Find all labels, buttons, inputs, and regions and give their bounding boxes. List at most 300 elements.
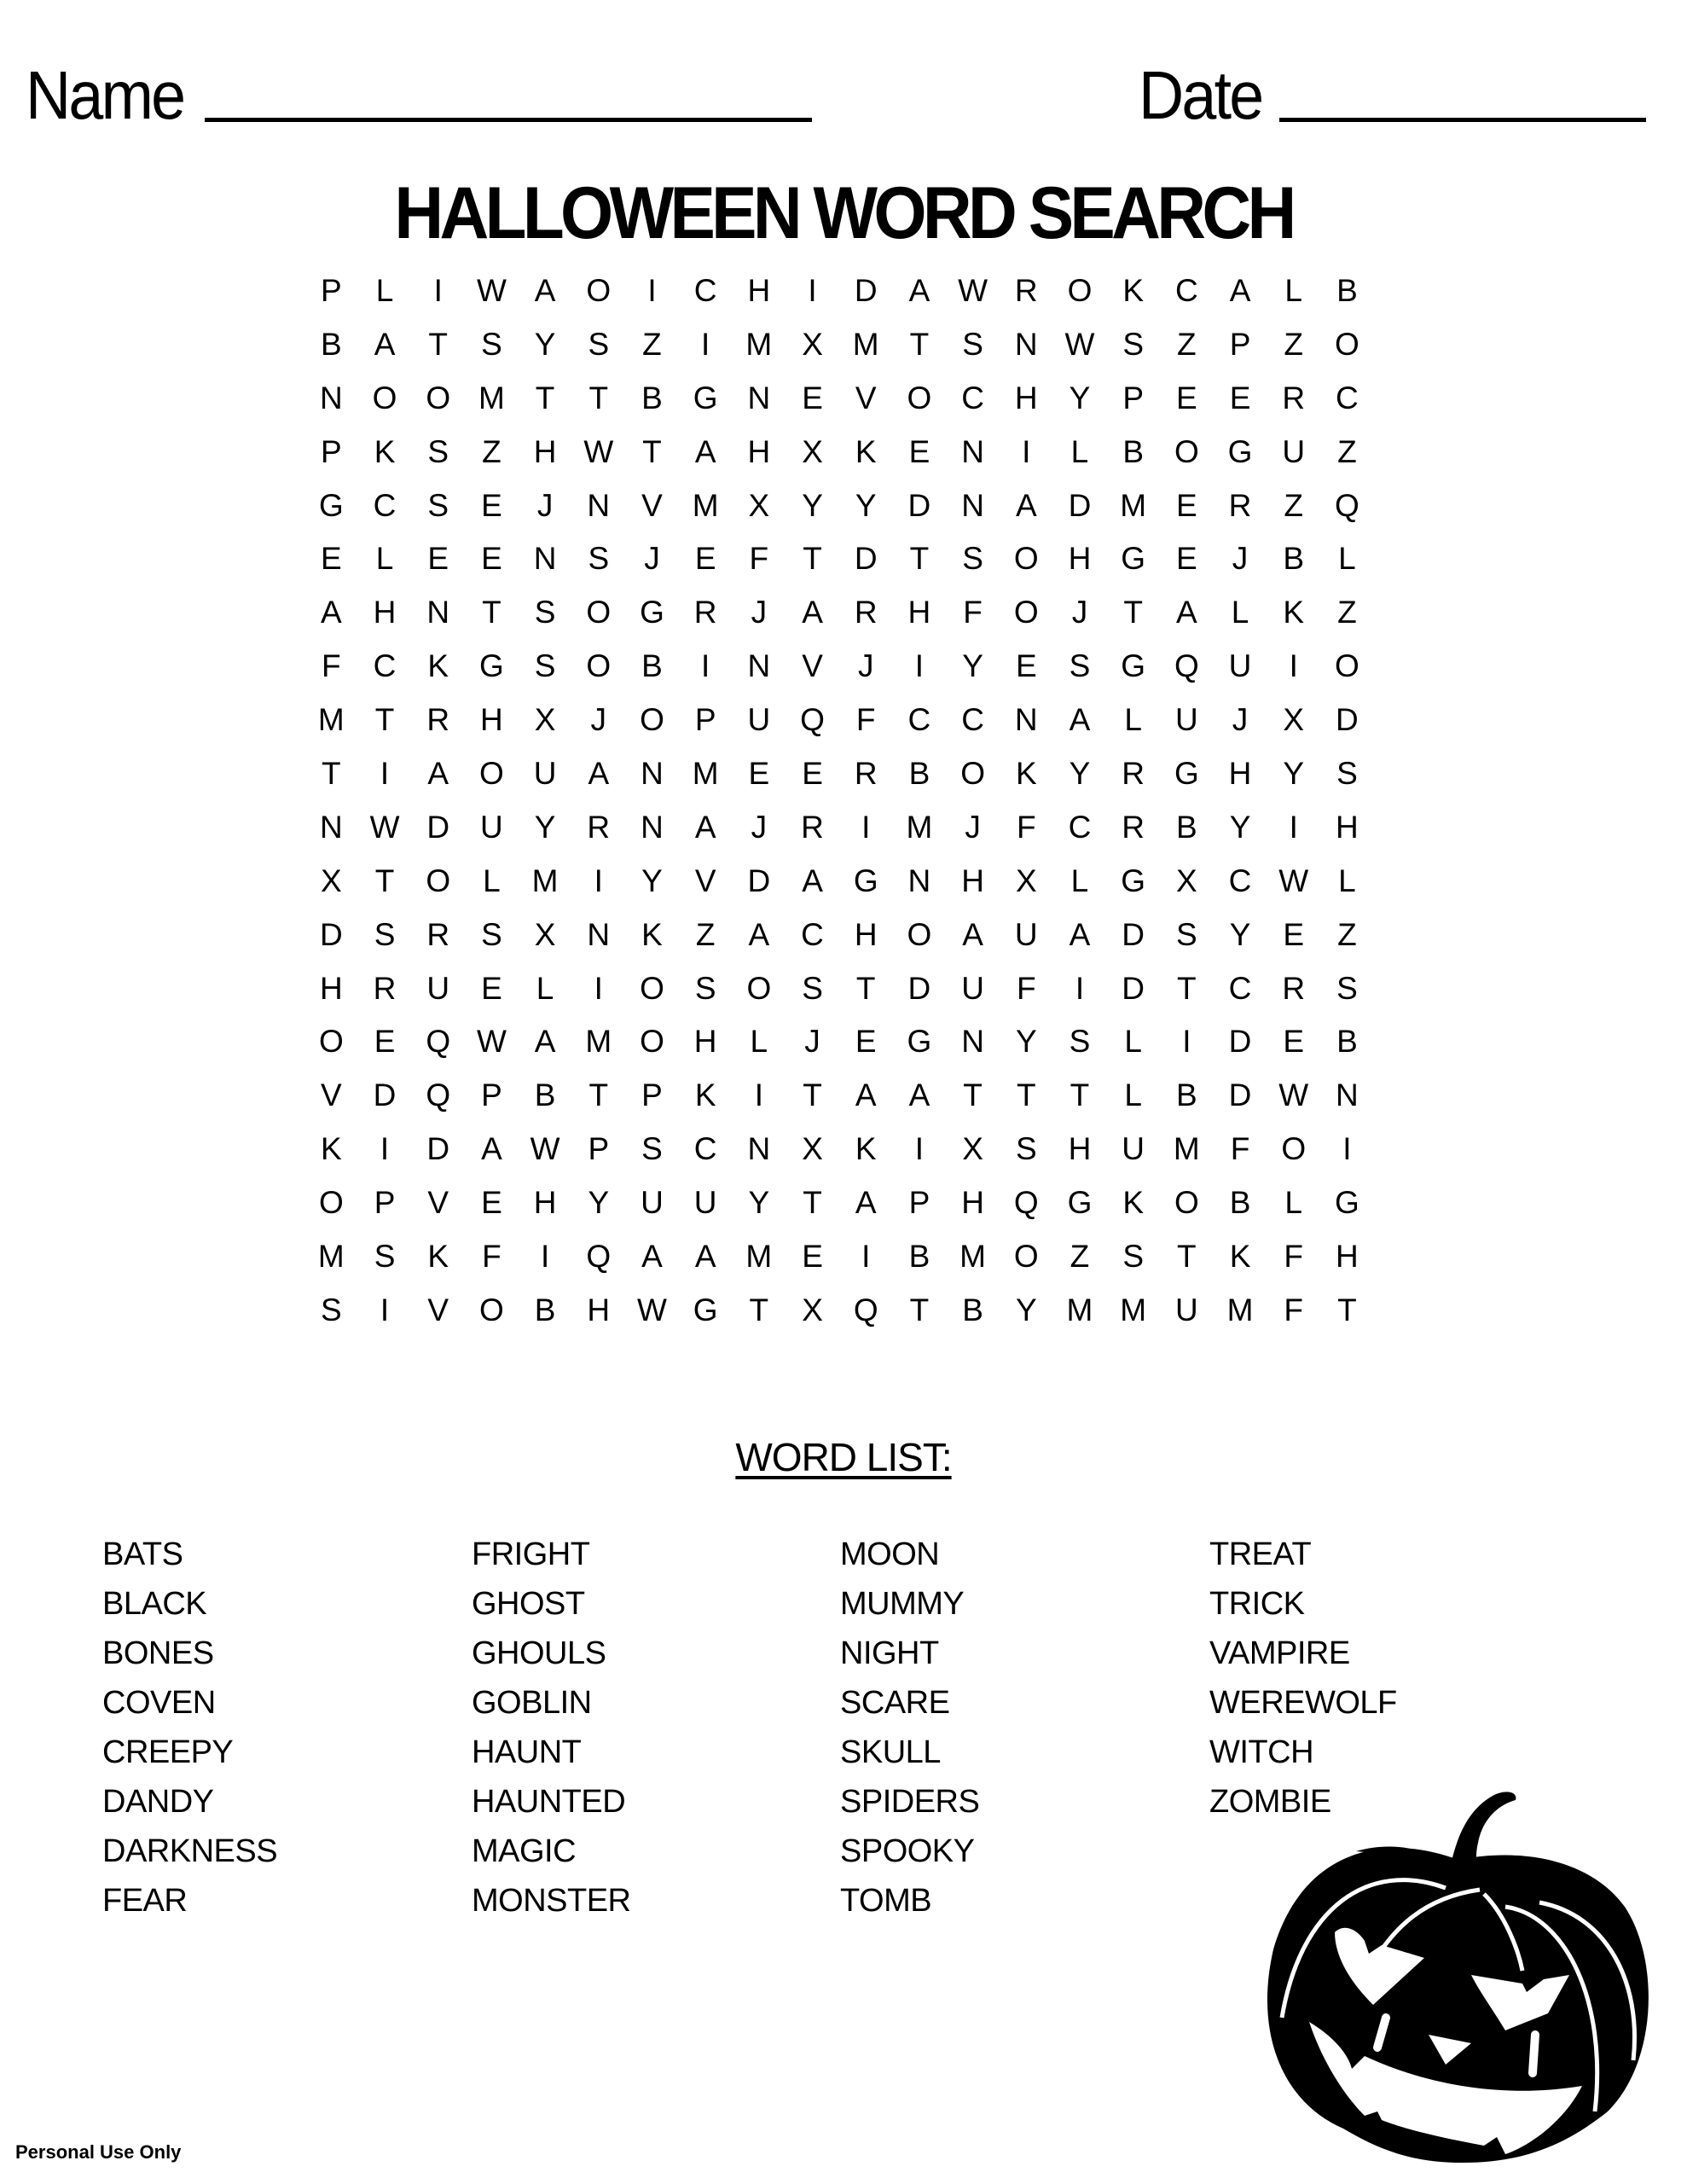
- grid-cell[interactable]: Y: [1283, 756, 1305, 792]
- grid-cell[interactable]: B: [534, 1077, 556, 1113]
- grid-cell[interactable]: I: [914, 1131, 925, 1167]
- grid-cell[interactable]: R: [1282, 380, 1306, 415]
- grid-cell[interactable]: A: [1069, 702, 1091, 738]
- grid-cell[interactable]: T: [374, 702, 395, 738]
- grid-cell[interactable]: Q: [800, 702, 825, 738]
- grid-cell[interactable]: I: [594, 863, 603, 898]
- grid-cell[interactable]: K: [1229, 1239, 1251, 1275]
- grid-cell[interactable]: A: [534, 1024, 556, 1060]
- grid-cell[interactable]: G: [693, 380, 718, 415]
- grid-cell[interactable]: T: [909, 326, 930, 362]
- grid-cell[interactable]: B: [641, 380, 663, 415]
- grid-cell[interactable]: I: [380, 756, 390, 792]
- grid-cell[interactable]: H: [1336, 1239, 1359, 1275]
- grid-cell[interactable]: B: [534, 1292, 556, 1327]
- grid-cell[interactable]: U: [533, 756, 557, 792]
- grid-cell[interactable]: D: [1228, 1077, 1252, 1113]
- grid-cell[interactable]: D: [1068, 487, 1092, 523]
- grid-cell[interactable]: A: [1176, 595, 1197, 630]
- grid-cell[interactable]: P: [1122, 380, 1144, 415]
- grid-cell[interactable]: T: [909, 541, 930, 577]
- grid-cell[interactable]: B: [1336, 273, 1358, 308]
- grid-cell[interactable]: U: [693, 1185, 717, 1221]
- grid-cell[interactable]: K: [641, 916, 663, 952]
- grid-cell[interactable]: Q: [586, 1239, 612, 1275]
- grid-cell[interactable]: M: [1120, 1292, 1147, 1327]
- grid-cell[interactable]: Q: [426, 1024, 451, 1060]
- grid-cell[interactable]: P: [321, 273, 342, 308]
- grid-cell[interactable]: R: [1282, 970, 1306, 1006]
- grid-cell[interactable]: W: [637, 1292, 667, 1327]
- grid-cell[interactable]: M: [745, 1239, 773, 1275]
- grid-cell[interactable]: W: [583, 433, 614, 469]
- grid-cell[interactable]: S: [1336, 970, 1358, 1006]
- grid-cell[interactable]: O: [479, 756, 504, 792]
- grid-cell[interactable]: N: [961, 433, 984, 469]
- grid-cell[interactable]: M: [906, 809, 933, 845]
- grid-cell[interactable]: K: [1122, 273, 1144, 308]
- grid-cell[interactable]: Z: [1337, 433, 1357, 469]
- grid-cell[interactable]: T: [1123, 595, 1143, 630]
- grid-cell[interactable]: S: [1176, 916, 1197, 952]
- grid-cell[interactable]: N: [747, 648, 771, 684]
- grid-cell[interactable]: Y: [1229, 809, 1251, 845]
- grid-cell[interactable]: V: [427, 1185, 449, 1221]
- grid-cell[interactable]: I: [1289, 809, 1298, 845]
- grid-cell[interactable]: A: [1069, 916, 1091, 952]
- grid-cell[interactable]: I: [1289, 648, 1298, 684]
- grid-cell[interactable]: G: [479, 648, 504, 684]
- grid-cell[interactable]: T: [855, 970, 876, 1006]
- grid-cell[interactable]: H: [1068, 541, 1092, 577]
- grid-cell[interactable]: U: [1228, 648, 1252, 684]
- grid-cell[interactable]: J: [1232, 702, 1249, 738]
- grid-cell[interactable]: O: [1013, 1239, 1039, 1275]
- grid-cell[interactable]: T: [803, 541, 822, 577]
- grid-cell[interactable]: K: [427, 648, 449, 684]
- grid-cell[interactable]: I: [1342, 1131, 1352, 1167]
- grid-cell[interactable]: T: [1337, 1292, 1357, 1327]
- grid-cell[interactable]: I: [433, 273, 443, 308]
- grid-cell[interactable]: J: [965, 809, 981, 845]
- grid-cell[interactable]: M: [959, 1239, 986, 1275]
- grid-cell[interactable]: Z: [695, 916, 716, 952]
- grid-cell[interactable]: N: [1336, 1077, 1359, 1113]
- grid-cell[interactable]: C: [1336, 380, 1359, 415]
- grid-cell[interactable]: I: [594, 970, 603, 1006]
- grid-cell[interactable]: S: [588, 541, 610, 577]
- grid-cell[interactable]: I: [1022, 433, 1031, 469]
- grid-cell[interactable]: G: [853, 863, 878, 898]
- grid-cell[interactable]: Y: [855, 487, 877, 523]
- grid-cell[interactable]: O: [586, 648, 612, 684]
- grid-cell[interactable]: C: [1174, 273, 1198, 308]
- grid-cell[interactable]: U: [480, 809, 503, 845]
- grid-cell[interactable]: F: [749, 541, 769, 577]
- grid-cell[interactable]: O: [318, 1024, 344, 1060]
- grid-cell[interactable]: I: [647, 273, 657, 308]
- grid-cell[interactable]: I: [701, 648, 710, 684]
- grid-cell[interactable]: X: [962, 1131, 983, 1167]
- grid-cell[interactable]: A: [321, 595, 342, 630]
- grid-cell[interactable]: L: [483, 863, 501, 898]
- grid-cell[interactable]: V: [855, 380, 877, 415]
- grid-cell[interactable]: V: [694, 863, 716, 898]
- grid-cell[interactable]: S: [1336, 756, 1358, 792]
- grid-cell[interactable]: O: [960, 756, 985, 792]
- grid-cell[interactable]: B: [1336, 1024, 1358, 1060]
- grid-cell[interactable]: O: [586, 595, 612, 630]
- grid-cell[interactable]: R: [1122, 756, 1145, 792]
- grid-cell[interactable]: M: [317, 1239, 345, 1275]
- grid-cell[interactable]: R: [426, 916, 450, 952]
- grid-cell[interactable]: O: [640, 702, 664, 738]
- grid-cell[interactable]: H: [907, 595, 931, 630]
- grid-cell[interactable]: E: [1176, 487, 1197, 523]
- grid-cell[interactable]: W: [369, 809, 400, 845]
- grid-cell[interactable]: E: [908, 433, 930, 469]
- grid-cell[interactable]: T: [322, 756, 341, 792]
- grid-cell[interactable]: F: [1016, 970, 1036, 1006]
- grid-cell[interactable]: A: [641, 1239, 663, 1275]
- grid-cell[interactable]: N: [587, 487, 611, 523]
- grid-cell[interactable]: I: [540, 1239, 550, 1275]
- grid-cell[interactable]: F: [855, 702, 876, 738]
- grid-cell[interactable]: X: [1015, 863, 1037, 898]
- grid-cell[interactable]: M: [745, 326, 773, 362]
- grid-cell[interactable]: Z: [642, 326, 662, 362]
- grid-cell[interactable]: X: [534, 916, 556, 952]
- grid-cell[interactable]: X: [534, 702, 556, 738]
- grid-cell[interactable]: C: [373, 648, 397, 684]
- grid-cell[interactable]: E: [802, 380, 823, 415]
- grid-cell[interactable]: R: [854, 756, 878, 792]
- grid-cell[interactable]: L: [375, 541, 394, 577]
- grid-cell[interactable]: U: [1014, 916, 1038, 952]
- grid-cell[interactable]: N: [587, 916, 611, 952]
- grid-cell[interactable]: K: [855, 433, 877, 469]
- grid-cell[interactable]: D: [907, 970, 931, 1006]
- grid-cell[interactable]: Z: [1337, 595, 1357, 630]
- grid-cell[interactable]: E: [748, 756, 770, 792]
- grid-cell[interactable]: X: [802, 1131, 823, 1167]
- grid-cell[interactable]: L: [1070, 433, 1089, 469]
- grid-cell[interactable]: W: [1278, 863, 1309, 898]
- grid-cell[interactable]: L: [536, 970, 554, 1006]
- grid-cell[interactable]: S: [588, 326, 610, 362]
- grid-cell[interactable]: N: [1014, 702, 1038, 738]
- grid-cell[interactable]: J: [644, 541, 660, 577]
- grid-cell[interactable]: X: [802, 1292, 823, 1327]
- grid-cell[interactable]: G: [1174, 756, 1199, 792]
- grid-cell[interactable]: E: [481, 970, 502, 1006]
- grid-cell[interactable]: B: [908, 756, 930, 792]
- grid-cell[interactable]: K: [1122, 1185, 1144, 1221]
- grid-cell[interactable]: R: [693, 595, 717, 630]
- grid-cell[interactable]: R: [1014, 273, 1038, 308]
- grid-cell[interactable]: P: [641, 1077, 663, 1113]
- grid-cell[interactable]: S: [1122, 326, 1144, 362]
- grid-cell[interactable]: Y: [534, 809, 556, 845]
- grid-cell[interactable]: L: [1284, 273, 1302, 308]
- grid-cell[interactable]: J: [1071, 595, 1088, 630]
- grid-cell[interactable]: U: [426, 970, 450, 1006]
- grid-cell[interactable]: H: [533, 1185, 557, 1221]
- grid-cell[interactable]: F: [963, 595, 983, 630]
- grid-cell[interactable]: T: [1016, 1077, 1036, 1113]
- grid-cell[interactable]: O: [907, 380, 932, 415]
- grid-cell[interactable]: O: [1174, 433, 1199, 469]
- grid-cell[interactable]: W: [476, 1024, 507, 1060]
- grid-cell[interactable]: O: [640, 1024, 664, 1060]
- grid-cell[interactable]: H: [1336, 809, 1359, 845]
- grid-cell[interactable]: N: [641, 756, 664, 792]
- grid-cell[interactable]: W: [476, 273, 507, 308]
- grid-cell[interactable]: G: [1335, 1185, 1359, 1221]
- grid-cell[interactable]: J: [857, 648, 874, 684]
- grid-cell[interactable]: I: [861, 809, 871, 845]
- grid-cell[interactable]: R: [587, 809, 611, 845]
- grid-cell[interactable]: D: [426, 809, 450, 845]
- grid-cell[interactable]: F: [1284, 1239, 1304, 1275]
- grid-cell[interactable]: Y: [1069, 380, 1091, 415]
- grid-cell[interactable]: N: [747, 1131, 771, 1167]
- grid-cell[interactable]: I: [861, 1239, 871, 1275]
- grid-cell[interactable]: G: [1121, 863, 1146, 898]
- grid-cell[interactable]: T: [803, 1185, 822, 1221]
- grid-cell[interactable]: Z: [1070, 1239, 1090, 1275]
- grid-cell[interactable]: C: [373, 487, 397, 523]
- grid-cell[interactable]: Y: [1069, 756, 1091, 792]
- grid-cell[interactable]: A: [908, 273, 930, 308]
- grid-cell[interactable]: L: [375, 273, 394, 308]
- grid-cell[interactable]: J: [804, 1024, 820, 1060]
- grid-cell[interactable]: P: [374, 1185, 396, 1221]
- grid-cell[interactable]: A: [855, 1185, 877, 1221]
- grid-cell[interactable]: N: [961, 1024, 984, 1060]
- grid-cell[interactable]: X: [1176, 863, 1197, 898]
- grid-cell[interactable]: I: [808, 273, 817, 308]
- grid-cell[interactable]: S: [1069, 648, 1091, 684]
- grid-cell[interactable]: X: [748, 487, 770, 523]
- grid-cell[interactable]: A: [1015, 487, 1037, 523]
- grid-cell[interactable]: E: [1015, 648, 1037, 684]
- grid-cell[interactable]: Y: [534, 326, 556, 362]
- grid-cell[interactable]: A: [588, 756, 610, 792]
- grid-cell[interactable]: L: [1124, 702, 1142, 738]
- grid-cell[interactable]: F: [322, 648, 341, 684]
- grid-cell[interactable]: Y: [1015, 1024, 1037, 1060]
- grid-cell[interactable]: H: [1014, 380, 1038, 415]
- grid-cell[interactable]: T: [535, 380, 555, 415]
- grid-cell[interactable]: I: [914, 648, 925, 684]
- grid-cell[interactable]: T: [428, 326, 449, 362]
- grid-cell[interactable]: L: [1070, 863, 1089, 898]
- grid-cell[interactable]: U: [1174, 702, 1198, 738]
- grid-cell[interactable]: A: [694, 433, 716, 469]
- grid-cell[interactable]: A: [908, 1077, 930, 1113]
- grid-cell[interactable]: X: [321, 863, 342, 898]
- grid-cell[interactable]: S: [962, 326, 983, 362]
- grid-cell[interactable]: B: [641, 648, 663, 684]
- grid-cell[interactable]: R: [426, 702, 450, 738]
- grid-cell[interactable]: D: [1122, 970, 1145, 1006]
- grid-cell[interactable]: Z: [1284, 487, 1304, 523]
- grid-cell[interactable]: P: [588, 1131, 610, 1167]
- grid-cell[interactable]: O: [1281, 1131, 1307, 1167]
- grid-cell[interactable]: M: [317, 702, 345, 738]
- grid-cell[interactable]: M: [531, 863, 559, 898]
- grid-cell[interactable]: S: [481, 326, 502, 362]
- grid-cell[interactable]: U: [1282, 433, 1306, 469]
- grid-cell[interactable]: A: [374, 326, 396, 362]
- grid-cell[interactable]: T: [803, 1077, 822, 1113]
- grid-cell[interactable]: C: [961, 380, 984, 415]
- grid-cell[interactable]: S: [374, 916, 396, 952]
- grid-cell[interactable]: A: [962, 916, 983, 952]
- grid-cell[interactable]: K: [374, 433, 396, 469]
- grid-cell[interactable]: I: [380, 1131, 390, 1167]
- grid-cell[interactable]: F: [482, 1239, 501, 1275]
- grid-cell[interactable]: Q: [853, 1292, 878, 1327]
- grid-cell[interactable]: U: [641, 1185, 664, 1221]
- grid-cell[interactable]: J: [536, 487, 554, 523]
- grid-cell[interactable]: T: [1070, 1077, 1090, 1113]
- grid-cell[interactable]: D: [747, 863, 771, 898]
- grid-cell[interactable]: T: [374, 863, 395, 898]
- grid-cell[interactable]: S: [641, 1131, 663, 1167]
- grid-cell[interactable]: Y: [802, 487, 823, 523]
- grid-cell[interactable]: G: [1121, 541, 1146, 577]
- grid-cell[interactable]: G: [1067, 1185, 1093, 1221]
- grid-cell[interactable]: O: [907, 916, 932, 952]
- grid-cell[interactable]: Q: [1174, 648, 1199, 684]
- grid-cell[interactable]: H: [747, 273, 771, 308]
- grid-cell[interactable]: W: [958, 273, 988, 308]
- grid-cell[interactable]: O: [479, 1292, 504, 1327]
- grid-cell[interactable]: M: [1226, 1292, 1254, 1327]
- grid-cell[interactable]: V: [641, 487, 663, 523]
- grid-cell[interactable]: P: [908, 1185, 930, 1221]
- grid-cell[interactable]: R: [854, 595, 878, 630]
- grid-cell[interactable]: B: [321, 326, 342, 362]
- grid-cell[interactable]: B: [1283, 541, 1305, 577]
- grid-cell[interactable]: N: [426, 595, 450, 630]
- grid-cell[interactable]: A: [481, 1131, 502, 1167]
- grid-cell[interactable]: J: [1232, 541, 1249, 577]
- grid-cell[interactable]: Y: [1229, 916, 1251, 952]
- grid-cell[interactable]: R: [1228, 487, 1252, 523]
- grid-cell[interactable]: U: [1122, 1131, 1145, 1167]
- grid-cell[interactable]: D: [854, 273, 878, 308]
- grid-cell[interactable]: I: [701, 326, 710, 362]
- grid-cell[interactable]: G: [640, 595, 664, 630]
- grid-cell[interactable]: E: [1229, 380, 1251, 415]
- grid-cell[interactable]: B: [908, 1239, 930, 1275]
- grid-cell[interactable]: E: [427, 541, 449, 577]
- grid-cell[interactable]: B: [1176, 809, 1197, 845]
- grid-cell[interactable]: S: [534, 648, 556, 684]
- grid-cell[interactable]: V: [321, 1077, 342, 1113]
- word-search-grid[interactable]: [304, 264, 1374, 1338]
- grid-cell[interactable]: N: [533, 541, 557, 577]
- grid-cell[interactable]: R: [373, 970, 397, 1006]
- grid-cell[interactable]: D: [1336, 702, 1359, 738]
- grid-cell[interactable]: S: [1122, 1239, 1144, 1275]
- grid-cell[interactable]: Z: [1284, 326, 1304, 362]
- grid-cell[interactable]: U: [1174, 1292, 1198, 1327]
- grid-cell[interactable]: Z: [1177, 326, 1197, 362]
- grid-cell[interactable]: C: [1228, 970, 1252, 1006]
- grid-cell[interactable]: S: [427, 433, 449, 469]
- grid-cell[interactable]: L: [1284, 1185, 1302, 1221]
- grid-cell[interactable]: H: [961, 863, 984, 898]
- grid-cell[interactable]: B: [962, 1292, 983, 1327]
- grid-cell[interactable]: S: [1015, 1131, 1037, 1167]
- grid-cell[interactable]: U: [747, 702, 771, 738]
- grid-cell[interactable]: M: [1066, 1292, 1093, 1327]
- grid-cell[interactable]: S: [534, 595, 556, 630]
- grid-cell[interactable]: A: [694, 1239, 716, 1275]
- grid-cell[interactable]: S: [481, 916, 502, 952]
- grid-cell[interactable]: C: [1228, 863, 1252, 898]
- grid-cell[interactable]: D: [907, 487, 931, 523]
- grid-cell[interactable]: E: [321, 541, 342, 577]
- grid-cell[interactable]: U: [961, 970, 984, 1006]
- grid-cell[interactable]: L: [1338, 863, 1356, 898]
- grid-cell[interactable]: I: [1182, 1024, 1191, 1060]
- grid-cell[interactable]: E: [802, 1239, 823, 1275]
- grid-cell[interactable]: H: [747, 433, 771, 469]
- grid-cell[interactable]: P: [481, 1077, 502, 1113]
- grid-cell[interactable]: E: [802, 756, 823, 792]
- grid-cell[interactable]: M: [478, 380, 505, 415]
- grid-cell[interactable]: Q: [1013, 1185, 1039, 1221]
- grid-cell[interactable]: H: [1068, 1131, 1092, 1167]
- grid-cell[interactable]: O: [1013, 541, 1039, 577]
- grid-cell[interactable]: M: [692, 487, 719, 523]
- grid-cell[interactable]: L: [750, 1024, 768, 1060]
- grid-cell[interactable]: O: [1174, 1185, 1199, 1221]
- grid-cell[interactable]: G: [318, 487, 344, 523]
- grid-cell[interactable]: E: [1176, 380, 1197, 415]
- grid-cell[interactable]: C: [1068, 809, 1092, 845]
- grid-cell[interactable]: D: [1122, 916, 1145, 952]
- grid-cell[interactable]: I: [380, 1292, 390, 1327]
- date-field[interactable]: [1279, 118, 1646, 122]
- grid-cell[interactable]: C: [801, 916, 824, 952]
- grid-cell[interactable]: S: [962, 541, 983, 577]
- grid-cell[interactable]: X: [802, 326, 823, 362]
- grid-cell[interactable]: J: [590, 702, 607, 738]
- grid-cell[interactable]: K: [1283, 595, 1305, 630]
- grid-cell[interactable]: Z: [482, 433, 501, 469]
- grid-cell[interactable]: Y: [1015, 1292, 1037, 1327]
- grid-cell[interactable]: H: [319, 970, 343, 1006]
- grid-cell[interactable]: E: [481, 487, 502, 523]
- grid-cell[interactable]: X: [802, 433, 823, 469]
- grid-cell[interactable]: E: [855, 1024, 877, 1060]
- grid-cell[interactable]: T: [1177, 1239, 1197, 1275]
- grid-cell[interactable]: K: [321, 1131, 342, 1167]
- grid-cell[interactable]: B: [1176, 1077, 1197, 1113]
- grid-cell[interactable]: C: [907, 702, 931, 738]
- grid-cell[interactable]: V: [427, 1292, 449, 1327]
- grid-cell[interactable]: P: [1229, 326, 1251, 362]
- grid-cell[interactable]: D: [1228, 1024, 1252, 1060]
- grid-cell[interactable]: O: [746, 970, 772, 1006]
- grid-cell[interactable]: P: [321, 433, 342, 469]
